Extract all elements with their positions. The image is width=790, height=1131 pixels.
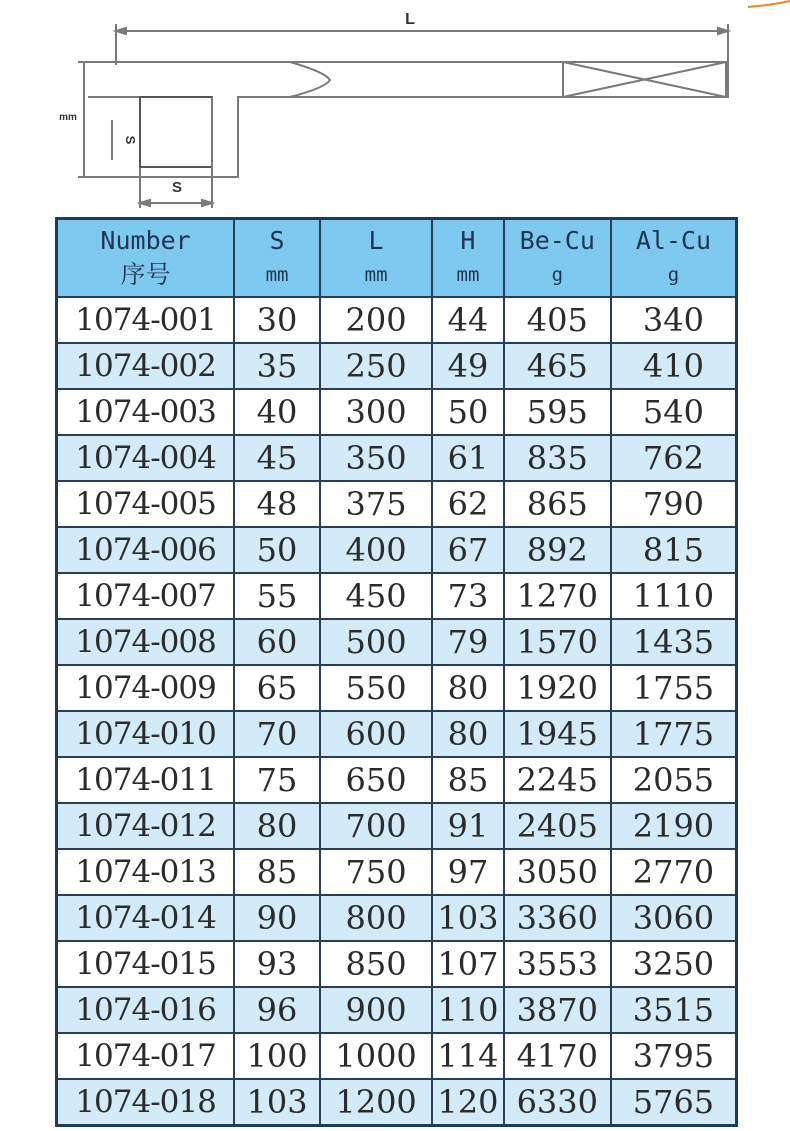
cell-l: 650 xyxy=(320,757,432,803)
cell-number: 1074-006 xyxy=(57,527,235,573)
cell-s: 90 xyxy=(234,895,320,941)
cell-be-cu: 1570 xyxy=(504,619,611,665)
height-label: mm xyxy=(59,112,77,123)
cell-l: 850 xyxy=(320,941,432,987)
table-row xyxy=(57,297,737,343)
table-row xyxy=(57,619,737,665)
cell-be-cu: 595 xyxy=(504,389,611,435)
cell-s: 80 xyxy=(234,803,320,849)
cell-number: 1074-010 xyxy=(57,711,235,757)
cell-number: 1074-008 xyxy=(57,619,235,665)
cell-number: 1074-016 xyxy=(57,987,235,1033)
cell-h: 85 xyxy=(432,757,503,803)
cell-al-cu: 540 xyxy=(611,389,737,435)
cell-h: 120 xyxy=(432,1079,503,1126)
cell-be-cu: 1920 xyxy=(504,665,611,711)
cell-h: 80 xyxy=(432,711,503,757)
cell-number: 1074-014 xyxy=(57,895,235,941)
cell-al-cu: 815 xyxy=(611,527,737,573)
cell-s: 65 xyxy=(234,665,320,711)
col-header-number: Number 序号 xyxy=(57,219,235,298)
table-row xyxy=(57,849,737,895)
cell-al-cu: 3250 xyxy=(611,941,737,987)
cell-h: 62 xyxy=(432,481,503,527)
cell-be-cu: 892 xyxy=(504,527,611,573)
cell-l: 1200 xyxy=(320,1079,432,1126)
cell-be-cu: 465 xyxy=(504,343,611,389)
table-row xyxy=(57,1079,737,1126)
cell-al-cu: 1435 xyxy=(611,619,737,665)
cell-number: 1074-003 xyxy=(57,389,235,435)
col-header-al-cu: Al-Cu g xyxy=(611,219,737,298)
cell-l: 550 xyxy=(320,665,432,711)
cell-h: 110 xyxy=(432,987,503,1033)
cell-h: 73 xyxy=(432,573,503,619)
col-header-be-cu: Be-Cu g xyxy=(504,219,611,298)
cell-be-cu: 835 xyxy=(504,435,611,481)
cell-l: 700 xyxy=(320,803,432,849)
cell-al-cu: 3515 xyxy=(611,987,737,1033)
cell-be-cu: 405 xyxy=(504,297,611,343)
col-header-l: L mm xyxy=(320,219,432,298)
table-row xyxy=(57,527,737,573)
cell-be-cu: 2245 xyxy=(504,757,611,803)
wrench-spec-table xyxy=(55,217,738,1127)
cell-al-cu: 1755 xyxy=(611,665,737,711)
cell-l: 300 xyxy=(320,389,432,435)
cell-s: 85 xyxy=(234,849,320,895)
cell-s: 40 xyxy=(234,389,320,435)
cell-number: 1074-004 xyxy=(57,435,235,481)
cell-number: 1074-015 xyxy=(57,941,235,987)
table-row xyxy=(57,803,737,849)
table-row xyxy=(57,895,737,941)
cell-number: 1074-001 xyxy=(57,297,235,343)
table-row xyxy=(57,573,737,619)
cell-al-cu: 410 xyxy=(611,343,737,389)
cell-s: 45 xyxy=(234,435,320,481)
cell-h: 44 xyxy=(432,297,503,343)
table-row xyxy=(57,987,737,1033)
cell-al-cu: 3060 xyxy=(611,895,737,941)
cell-al-cu: 2055 xyxy=(611,757,737,803)
cell-be-cu: 2405 xyxy=(504,803,611,849)
cell-s: 100 xyxy=(234,1033,320,1079)
slot-label: S xyxy=(123,135,138,145)
table-row xyxy=(57,941,737,987)
head-width-label: S xyxy=(171,179,183,196)
col-header-h: H mm xyxy=(432,219,503,298)
cell-be-cu: 1270 xyxy=(504,573,611,619)
cell-h: 49 xyxy=(432,343,503,389)
cell-l: 600 xyxy=(320,711,432,757)
cell-s: 48 xyxy=(234,481,320,527)
cell-al-cu: 3795 xyxy=(611,1033,737,1079)
cell-h: 107 xyxy=(432,941,503,987)
cell-number: 1074-018 xyxy=(57,1079,235,1126)
table-row xyxy=(57,343,737,389)
cell-number: 1074-011 xyxy=(57,757,235,803)
cell-number: 1074-017 xyxy=(57,1033,235,1079)
length-label: L xyxy=(405,11,415,28)
cell-h: 97 xyxy=(432,849,503,895)
cell-h: 79 xyxy=(432,619,503,665)
cell-s: 75 xyxy=(234,757,320,803)
cell-al-cu: 340 xyxy=(611,297,737,343)
cell-s: 60 xyxy=(234,619,320,665)
cell-h: 103 xyxy=(432,895,503,941)
table-row xyxy=(57,1033,737,1079)
cell-l: 375 xyxy=(320,481,432,527)
cell-be-cu: 6330 xyxy=(504,1079,611,1126)
cell-h: 50 xyxy=(432,389,503,435)
header-row xyxy=(57,219,737,298)
cell-be-cu: 3050 xyxy=(504,849,611,895)
cell-be-cu: 1945 xyxy=(504,711,611,757)
cell-s: 30 xyxy=(234,297,320,343)
cell-l: 200 xyxy=(320,297,432,343)
cell-s: 96 xyxy=(234,987,320,1033)
cell-l: 500 xyxy=(320,619,432,665)
cell-s: 93 xyxy=(234,941,320,987)
cell-number: 1074-005 xyxy=(57,481,235,527)
wrench-dimension-diagram xyxy=(0,0,790,215)
cell-l: 400 xyxy=(320,527,432,573)
cell-s: 103 xyxy=(234,1079,320,1126)
cell-al-cu: 2190 xyxy=(611,803,737,849)
cell-s: 35 xyxy=(234,343,320,389)
cell-al-cu: 1110 xyxy=(611,573,737,619)
cell-s: 55 xyxy=(234,573,320,619)
cell-be-cu: 3870 xyxy=(504,987,611,1033)
cell-be-cu: 865 xyxy=(504,481,611,527)
cell-number: 1074-002 xyxy=(57,343,235,389)
cell-l: 1000 xyxy=(320,1033,432,1079)
cell-h: 61 xyxy=(432,435,503,481)
cell-s: 70 xyxy=(234,711,320,757)
cell-h: 114 xyxy=(432,1033,503,1079)
cell-l: 250 xyxy=(320,343,432,389)
cell-l: 750 xyxy=(320,849,432,895)
cell-be-cu: 3553 xyxy=(504,941,611,987)
cell-al-cu: 2770 xyxy=(611,849,737,895)
cell-al-cu: 1775 xyxy=(611,711,737,757)
cell-be-cu: 3360 xyxy=(504,895,611,941)
cell-s: 50 xyxy=(234,527,320,573)
cell-l: 900 xyxy=(320,987,432,1033)
table-row xyxy=(57,435,737,481)
table-row xyxy=(57,757,737,803)
table-row xyxy=(57,481,737,527)
col-header-s: S mm xyxy=(234,219,320,298)
cell-be-cu: 4170 xyxy=(504,1033,611,1079)
cell-h: 91 xyxy=(432,803,503,849)
cell-al-cu: 790 xyxy=(611,481,737,527)
table-row xyxy=(57,389,737,435)
cell-al-cu: 5765 xyxy=(611,1079,737,1126)
cell-l: 350 xyxy=(320,435,432,481)
cell-number: 1074-013 xyxy=(57,849,235,895)
cell-number: 1074-009 xyxy=(57,665,235,711)
cell-number: 1074-012 xyxy=(57,803,235,849)
table-row xyxy=(57,665,737,711)
cell-al-cu: 762 xyxy=(611,435,737,481)
cell-number: 1074-007 xyxy=(57,573,235,619)
cell-l: 800 xyxy=(320,895,432,941)
cell-h: 80 xyxy=(432,665,503,711)
table-row xyxy=(57,711,737,757)
cell-l: 450 xyxy=(320,573,432,619)
cell-h: 67 xyxy=(432,527,503,573)
